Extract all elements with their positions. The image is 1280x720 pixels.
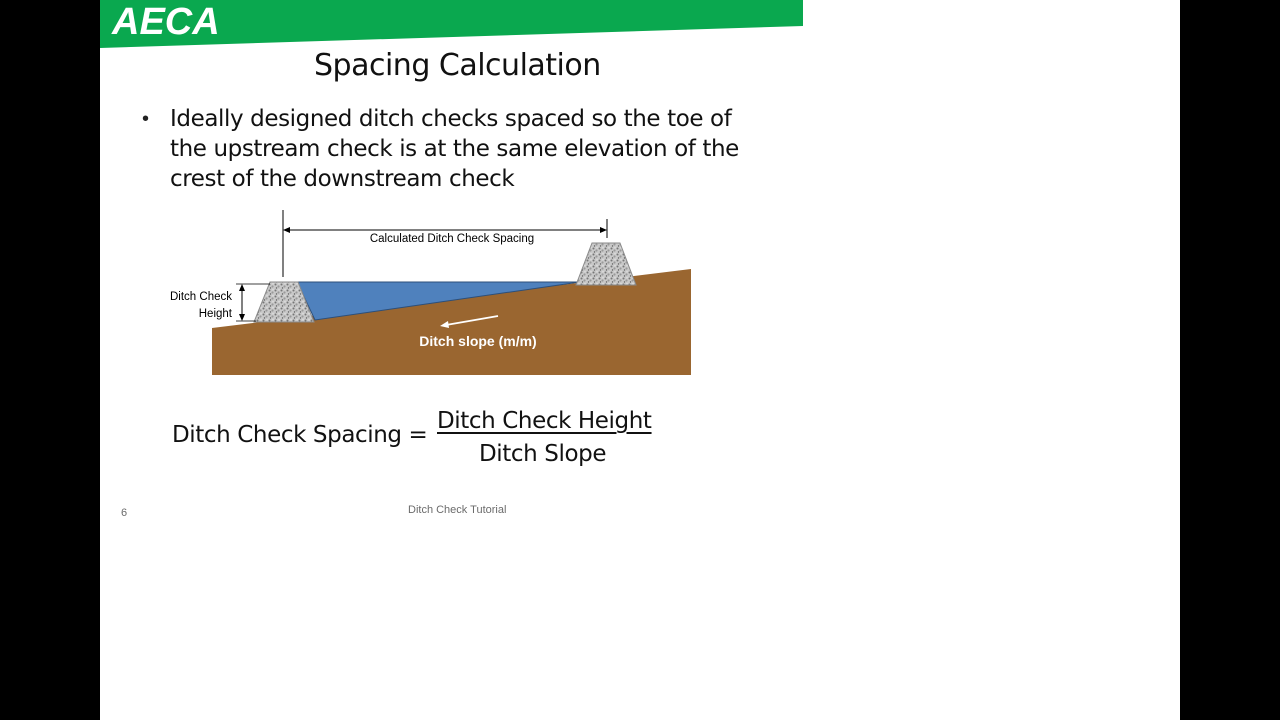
- slide: [100, 0, 1180, 720]
- spacing-label: Calculated Ditch Check Spacing: [369, 233, 535, 245]
- height-arrowhead-top: [239, 284, 245, 291]
- page-number: 6: [121, 507, 128, 519]
- aeca-logo: AECA: [112, 1, 220, 43]
- upstream-ditch-check: [576, 243, 636, 285]
- bullet-icon: •: [142, 108, 150, 130]
- height-label-line1: Ditch Check: [170, 291, 232, 303]
- height-label-line2: Height: [198, 308, 232, 320]
- slide-title: Spacing Calculation: [314, 48, 601, 83]
- formula-denominator: Ditch Slope: [479, 441, 607, 467]
- formula-numerator: Ditch Check Height: [437, 408, 652, 434]
- spacing-arrowhead-left: [283, 227, 290, 233]
- ditch-check-diagram: [160, 205, 700, 380]
- bullet-text: Ideally designed ditch checks spaced so the toe of the upstream check is at the same elevation of the crest of the downstream check: [170, 106, 739, 192]
- formula-lhs: Ditch Check Spacing =: [172, 422, 428, 448]
- height-arrowhead-bottom: [239, 314, 245, 321]
- spacing-arrowhead-right: [600, 227, 607, 233]
- slope-label: Ditch slope (m/m): [419, 333, 537, 349]
- footer-text: Ditch Check Tutorial: [408, 504, 507, 516]
